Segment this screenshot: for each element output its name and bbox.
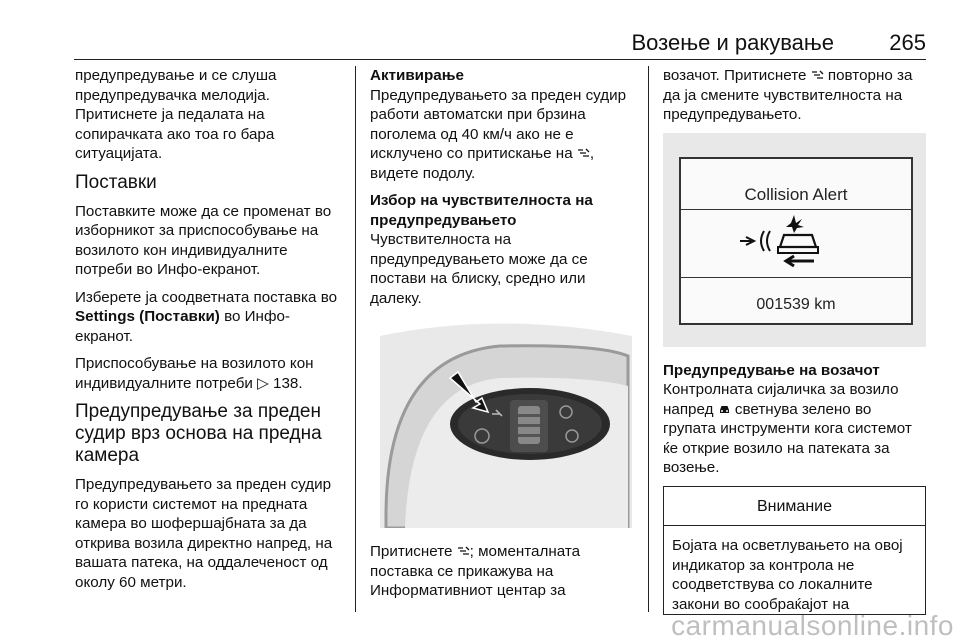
subheading-driver-alert: Предупредување на возачот [663, 361, 880, 379]
subheading-sensitivity: Избор на чувствителноста на предупредувањето [370, 192, 593, 229]
paragraph [370, 86, 632, 184]
text: ; моменталната поставка се прикажува на Информативниот центар за [370, 543, 581, 599]
paragraph: Предупредувањето за преден судир го користи системот на предната камера во шофершајбната за да открива возила директно напред, на вашата патека, на оддалеченост од околу 60 метри. [75, 476, 333, 591]
display-divider [681, 277, 911, 278]
notice-body: Бојата на осветлувањето на овој индикатор за контрола не соодветствува со локалните закони во сообраќајот на [672, 537, 903, 613]
paragraph [663, 380, 926, 478]
vehicle-ahead-icon [718, 404, 731, 415]
column-divider [355, 66, 356, 612]
menu-reference: Settings (Поставки) [75, 308, 220, 325]
paragraph: Чувствителноста на предупредувањето може да се постави на блиску, средно или далеку. [370, 231, 588, 307]
following-distance-icon [577, 148, 590, 159]
steering-wheel-image [370, 316, 632, 528]
text: возачот. Притиснете [663, 67, 811, 84]
page-reference-link[interactable]: 138. [273, 374, 303, 392]
text: во Инфо-екранот. [75, 308, 290, 345]
steering-wheel-illustration [370, 316, 632, 528]
collision-alert-display [663, 133, 926, 347]
column-3 [663, 66, 926, 615]
display-title: Collision Alert [744, 184, 848, 204]
page-ref-arrow-icon: ▷ [257, 374, 269, 392]
watermark: carmanualsonline.info [671, 610, 954, 641]
paragraph [75, 288, 343, 347]
heading-settings: Поставки [75, 171, 157, 193]
paragraph [663, 66, 926, 125]
text: Предупредувањето за преден судир работи автоматски при брзина поголема од 40 км/ч ако не е исклучено со притискање на [370, 86, 627, 162]
text: повторно за да ја смените чувствителноста на предупредувањето. [663, 67, 913, 123]
column-2 [370, 66, 632, 609]
collision-alert-icon [736, 211, 856, 271]
text: Приспособување на возилото кон индивидуалните потреби [75, 355, 314, 392]
notice-box [663, 486, 926, 616]
notice-title: Внимание [664, 487, 925, 527]
paragraph: предупредување и се слуша предупредувачка мелодија. Притиснете ја педалата на сопирачката ако тоа го бара ситуацијата. [75, 67, 277, 162]
subheading-activation: Активирање [370, 67, 464, 84]
following-distance-icon [457, 546, 470, 557]
text: Изберете ја соодветната поставка во [75, 288, 338, 306]
header-rule [74, 59, 926, 60]
section-title: Возење и ракување [631, 30, 834, 55]
paragraph [370, 542, 632, 601]
text: , видете подолу. [370, 145, 595, 182]
display-divider [681, 209, 911, 210]
heading-front-camera: Предупредување за преден судир врз основа на предна камера [75, 401, 322, 466]
text: Контролната сијаличка за возило напред [663, 381, 899, 418]
text: Притиснете [370, 543, 457, 560]
text: светнува зелено во групата инструменти кога системот ќе открие возило на патеката за возење. [663, 400, 912, 476]
display-screen [679, 157, 913, 325]
column-divider [648, 66, 649, 612]
paragraph: Поставките може да се променат во изборникот за приспособување на возилото кон индивидуалните потреби во Инфо-екранот. [75, 202, 332, 278]
following-distance-icon [811, 70, 824, 81]
column-1 [75, 66, 343, 600]
page-number: 265 [889, 30, 926, 55]
odometer-readout: 001539 km [756, 295, 836, 313]
paragraph [75, 354, 343, 393]
page-header [0, 30, 960, 60]
